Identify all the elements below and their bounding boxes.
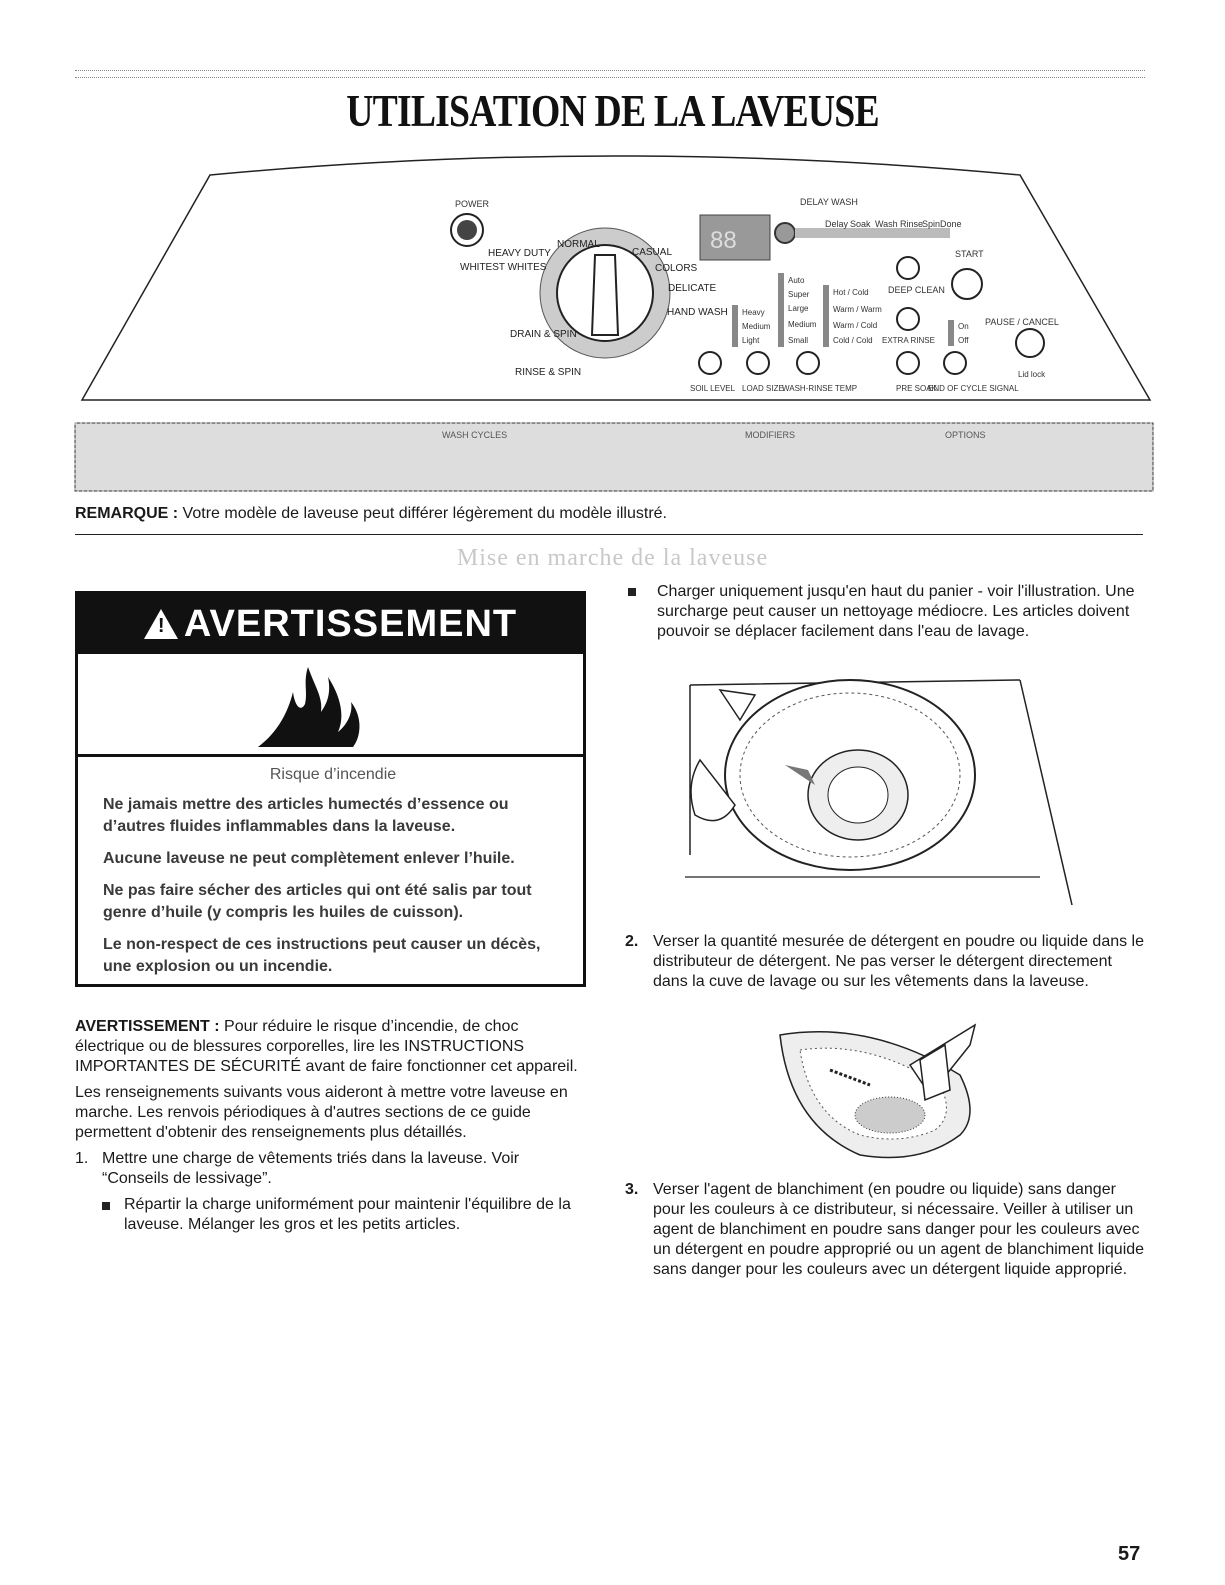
deep-clean-button-icon <box>897 257 919 279</box>
warning-line: Aucune laveuse ne peut complètement enlever l’huile. <box>103 850 515 867</box>
step-3: 3. Verser l'agent de blanchiment (en poudre ou liquide) sans danger pour les couleurs à ce distributeur, si nécessaire. Veiller à utiliser un agent de blanchiment en poudre sans danger pour les couleurs avec un détergent en poudre approprié ou un agent de blanchiment liquide sans danger pour les couleurs avec un détergent liquide approprié. <box>625 1181 1145 1278</box>
status-spin: Spin <box>922 219 941 229</box>
deep-clean-label: DEEP CLEAN <box>888 285 945 295</box>
temp-button-icon <box>797 352 819 374</box>
cycle-colors: COLORS <box>655 263 698 274</box>
warning-line: Le non-respect de ces instructions peut causer un décès, une explosion ou un incendie. <box>103 936 541 975</box>
pause-cancel-label: PAUSE / CANCEL <box>985 317 1059 327</box>
svg-text:Warm / Warm: Warm / Warm <box>833 305 882 314</box>
svg-text:Medium: Medium <box>742 322 771 331</box>
cycle-hand-wash: HAND WASH <box>667 307 728 318</box>
section-title: Mise en marche de la laveuse <box>456 545 769 571</box>
svg-text:Off: Off <box>958 336 969 345</box>
extra-rinse-button-icon <box>897 308 919 330</box>
cycle-casual: CASUAL <box>632 247 673 258</box>
detergent-dispenser-illustration <box>770 1015 980 1165</box>
svg-text:Auto: Auto <box>788 276 805 285</box>
svg-text:WASH-RINSE TEMP: WASH-RINSE TEMP <box>782 384 858 393</box>
left-column <box>75 1017 590 1235</box>
cycle-normal: NORMAL <box>557 239 600 250</box>
lid-lock-label: Lid lock <box>1018 370 1046 379</box>
step-2: 2. Verser la quantité mesurée de détergent en poudre ou liquide dans le distributeur de détergent. Ne pas verser le détergent directement dans la cuve de lavage ou sur les vêtements dans la laveuse. <box>625 933 1145 990</box>
load-size-button-icon <box>747 352 769 374</box>
status-wash: Wash <box>875 219 898 229</box>
note: REMARQUE : Votre modèle de laveuse peut différer légèrement du modèle illustré. <box>75 505 667 522</box>
top-dotted-rule <box>75 70 1145 78</box>
svg-text:On: On <box>958 322 969 331</box>
svg-text:88: 88 <box>710 227 737 254</box>
load-bullet: Charger uniquement jusqu'en haut du panier - voir l'illustration. Une surcharge peut causer un nettoyage médiocre. Les articles doivent pouvoir se déplacer facilement dans l'eau de lavage. <box>628 582 1148 642</box>
soil-level-button-icon <box>699 352 721 374</box>
svg-text:Warm / Cold: Warm / Cold <box>833 321 878 330</box>
delay-wash-label: DELAY WASH <box>800 197 858 207</box>
warning-separator <box>78 754 583 757</box>
svg-text:PRE SOAK: PRE SOAK <box>896 384 937 393</box>
band-label-wash-cycles: WASH CYCLES <box>442 430 508 440</box>
svg-text:Cold / Cold: Cold / Cold <box>833 336 873 345</box>
cycle-rinse-spin: RINSE & SPIN <box>515 367 582 378</box>
svg-text:END OF CYCLE SIGNAL: END OF CYCLE SIGNAL <box>928 384 1019 393</box>
band-label-modifiers: MODIFIERS <box>745 430 796 440</box>
status-delay: Delay <box>825 219 849 229</box>
cycle-drain-spin: DRAIN & SPIN <box>510 329 577 340</box>
warning-line: Ne pas faire sécher des articles qui ont été salis par tout genre d’huile (y compris les huiles de cuisson). <box>103 882 532 921</box>
cycle-whitest-whites: WHITEST WHITES <box>460 262 547 273</box>
status-soak: Soak <box>850 219 871 229</box>
status-rinse: Rinse <box>900 219 924 229</box>
svg-text:Large: Large <box>788 304 809 313</box>
svg-text:SOIL LEVEL: SOIL LEVEL <box>690 384 736 393</box>
fire-icon <box>253 662 373 750</box>
pre-soak-button-icon <box>897 352 919 374</box>
washer-basket-illustration <box>680 665 1080 915</box>
step-1: 1. Mettre une charge de vêtements triés dans la laveuse. Voir “Conseils de lessivage”. <box>75 1150 520 1187</box>
power-label: POWER <box>455 199 490 209</box>
extra-rinse-label: EXTRA RINSE <box>882 336 935 345</box>
band-label-options: OPTIONS <box>945 430 986 440</box>
warning-body <box>103 766 563 988</box>
svg-text:Light: Light <box>742 336 760 345</box>
start-label: START <box>955 249 984 259</box>
svg-text:Hot / Cold: Hot / Cold <box>833 288 869 297</box>
risk-heading: Risque d’incendie <box>269 766 397 783</box>
svg-text:Small: Small <box>788 336 809 345</box>
bullet-icon <box>628 588 636 596</box>
svg-text:LOAD SIZE: LOAD SIZE <box>742 384 784 393</box>
page-number: 57 <box>1118 1543 1141 1565</box>
pause-cancel-button-icon <box>1016 329 1044 357</box>
cycle-delicate: DELICATE <box>668 283 717 294</box>
step-1-bullet: Répartir la charge uniformément pour maintenir l'équilibre de la laveuse. Mélanger les gros et les petits articles. <box>102 1195 590 1235</box>
cycle-heavy-duty: HEAVY DUTY <box>488 248 551 259</box>
bullet-icon <box>102 1202 110 1210</box>
section-divider <box>75 534 1143 535</box>
warning-box <box>75 591 586 987</box>
status-done: Done <box>940 219 962 229</box>
start-button-icon <box>952 269 982 299</box>
page-title: UTILISATION DE LA LAVEUSE <box>346 85 879 136</box>
warning-triangle-icon: ! <box>144 609 178 639</box>
svg-text:Super: Super <box>788 290 810 299</box>
svg-text:Heavy: Heavy <box>742 308 765 317</box>
intro-paragraph: Les renseignements suivants vous aideront à mettre votre laveuse en marche. Les renvois périodiques à d'autres sections de ce guide permettent d'obtenir des renseignements plus détaillés. <box>75 1084 568 1141</box>
safety-warning-paragraph: AVERTISSEMENT : Pour réduire le risque d’incendie, de choc électrique ou de blessures corporelles, lire les INSTRUCTIONS IMPORTANTES DE SÉCURITÉ avant de faire fonctionner cet appareil. <box>75 1018 578 1075</box>
warning-line: Ne jamais mettre des articles humectés d’essence ou d’autres fluides inflammables dans la laveuse. <box>103 796 509 835</box>
end-of-cycle-signal-button-icon <box>944 352 966 374</box>
warning-heading: ! AVERTISSEMENT <box>78 594 583 654</box>
svg-text:Medium: Medium <box>788 320 817 329</box>
washer-control-panel-illustration <box>70 155 1160 495</box>
